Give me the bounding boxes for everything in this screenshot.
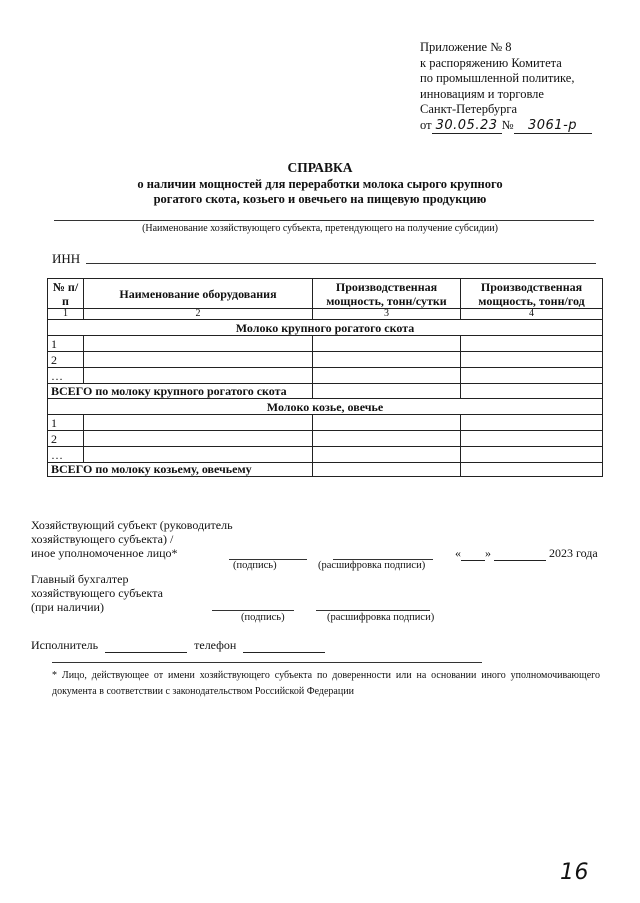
capacity-year-cell[interactable] <box>461 368 603 384</box>
footnote-separator <box>52 662 482 663</box>
month-blank[interactable] <box>494 546 546 561</box>
phone-blank[interactable] <box>243 638 325 653</box>
capacity-year-cell[interactable] <box>461 336 603 352</box>
phone-label: телефон <box>194 638 237 652</box>
applicant-caption: (Наименование хозяйствующего субъекта, претендующего на получение субсидии) <box>142 223 498 234</box>
caption-signature: (подпись) <box>233 560 277 571</box>
page-number: 16 <box>560 860 589 885</box>
section-title: Молоко козье, овечье <box>48 399 603 415</box>
total-day-cell[interactable] <box>313 463 461 477</box>
signature-label-line: иное уполномоченное лицо* <box>31 546 178 560</box>
capacity-day-cell[interactable] <box>313 447 461 463</box>
signature-label-line: хозяйствующего субъекта <box>31 586 163 600</box>
column-number-row <box>48 309 603 320</box>
section-row <box>48 320 603 336</box>
table-row <box>48 368 603 384</box>
row-number: 1 <box>48 336 84 352</box>
executor-blank[interactable] <box>105 638 187 653</box>
signature-date <box>455 546 598 561</box>
equipment-cell[interactable] <box>84 447 313 463</box>
year-text: 2023 года <box>549 546 598 560</box>
table-row <box>48 352 603 368</box>
appendix-line: по промышленной политике, <box>420 71 575 85</box>
inn-label: ИНН <box>52 251 81 266</box>
header-cell: Наименование оборудования <box>84 279 313 309</box>
capacity-year-cell[interactable] <box>461 431 603 447</box>
table-row <box>48 447 603 463</box>
day-blank[interactable] <box>461 546 485 561</box>
section-row <box>48 399 603 415</box>
signature-label-line: (при наличии) <box>31 600 104 614</box>
appendix-line: к распоряжению Комитета <box>420 55 562 70</box>
inn-line <box>86 263 596 264</box>
header-cell: № п/п <box>48 279 84 309</box>
executor-row <box>31 638 325 653</box>
equipment-cell[interactable] <box>84 352 313 368</box>
caption-decoding: (расшифровка подписи) <box>318 560 426 571</box>
column-number: 2 <box>84 309 313 320</box>
table-row <box>48 415 603 431</box>
total-row <box>48 384 603 399</box>
document-title: СПРАВКА <box>287 160 353 175</box>
executor-label: Исполнитель <box>31 638 99 652</box>
equipment-cell[interactable] <box>84 415 313 431</box>
appendix-line: Санкт-Петербурга <box>420 102 518 116</box>
signature-label-line: хозяйствующего субъекта) / <box>31 532 174 546</box>
appendix-date-line <box>420 118 592 135</box>
appendix-line: инновациям и торговле <box>420 86 544 101</box>
subject-signature-label <box>31 518 233 560</box>
total-row <box>48 463 603 477</box>
handwritten-date: 30.05.23 <box>432 118 502 135</box>
capacity-day-cell[interactable] <box>313 415 461 431</box>
header-cell: Производственная мощность, тонн/год <box>461 279 603 309</box>
capacity-year-cell[interactable] <box>461 415 603 431</box>
column-number: 3 <box>313 309 461 320</box>
caption-signature: (подпись) <box>241 612 285 623</box>
total-label: ВСЕГО по молоку крупного рогатого скота <box>48 384 313 399</box>
total-year-cell[interactable] <box>461 384 603 399</box>
column-number: 1 <box>48 309 84 320</box>
caption-decoding: (расшифровка подписи) <box>327 612 435 623</box>
quote-open: « <box>455 546 461 560</box>
capacity-year-cell[interactable] <box>461 447 603 463</box>
table-row <box>48 431 603 447</box>
section-title: Молоко крупного рогатого скота <box>48 320 603 336</box>
quote-close: » <box>485 546 491 560</box>
row-number: 2 <box>48 352 84 368</box>
capacity-year-cell[interactable] <box>461 352 603 368</box>
row-number: … <box>48 447 84 463</box>
equipment-cell[interactable] <box>84 368 313 384</box>
row-number: … <box>48 368 84 384</box>
capacity-day-cell[interactable] <box>313 431 461 447</box>
row-number: 2 <box>48 431 84 447</box>
number-prefix: № <box>501 117 514 132</box>
signature-label-line: Главный бухгалтер <box>31 572 129 586</box>
decoding-line[interactable] <box>316 610 430 611</box>
document-subtitle: о наличии мощностей для переработки молока сырого крупного <box>137 177 503 191</box>
appendix-block <box>420 40 592 134</box>
capacity-day-cell[interactable] <box>313 368 461 384</box>
appendix-title: Приложение № 8 <box>420 40 512 54</box>
footnote: * Лицо, действующее от имени хозяйствующего субъекта по доверенности или на основании иного уполномочивающего документа в соответствии с законодательством Российской Федерации <box>52 670 600 697</box>
total-label: ВСЕГО по молоку козьему, овечьему <box>48 463 313 477</box>
row-number: 1 <box>48 415 84 431</box>
capacity-table <box>47 278 603 477</box>
signature-line[interactable] <box>212 610 294 611</box>
date-prefix: от <box>420 117 432 132</box>
column-number: 4 <box>461 309 603 320</box>
header-cell: Производственная мощность, тонн/сутки <box>313 279 461 309</box>
document-subtitle: рогатого скота, козьего и овечьего на пищевую продукцию <box>153 192 487 206</box>
equipment-cell[interactable] <box>84 336 313 352</box>
signature-label-line: Хозяйствующий субъект (руководитель <box>31 518 233 532</box>
capacity-day-cell[interactable] <box>313 352 461 368</box>
table-row <box>48 336 603 352</box>
handwritten-number: 3061-р <box>514 118 592 135</box>
applicant-name-line <box>54 220 594 221</box>
accountant-signature-label <box>31 572 163 614</box>
total-year-cell[interactable] <box>461 463 603 477</box>
total-day-cell[interactable] <box>313 384 461 399</box>
table-header-row <box>48 279 603 309</box>
equipment-cell[interactable] <box>84 431 313 447</box>
capacity-day-cell[interactable] <box>313 336 461 352</box>
